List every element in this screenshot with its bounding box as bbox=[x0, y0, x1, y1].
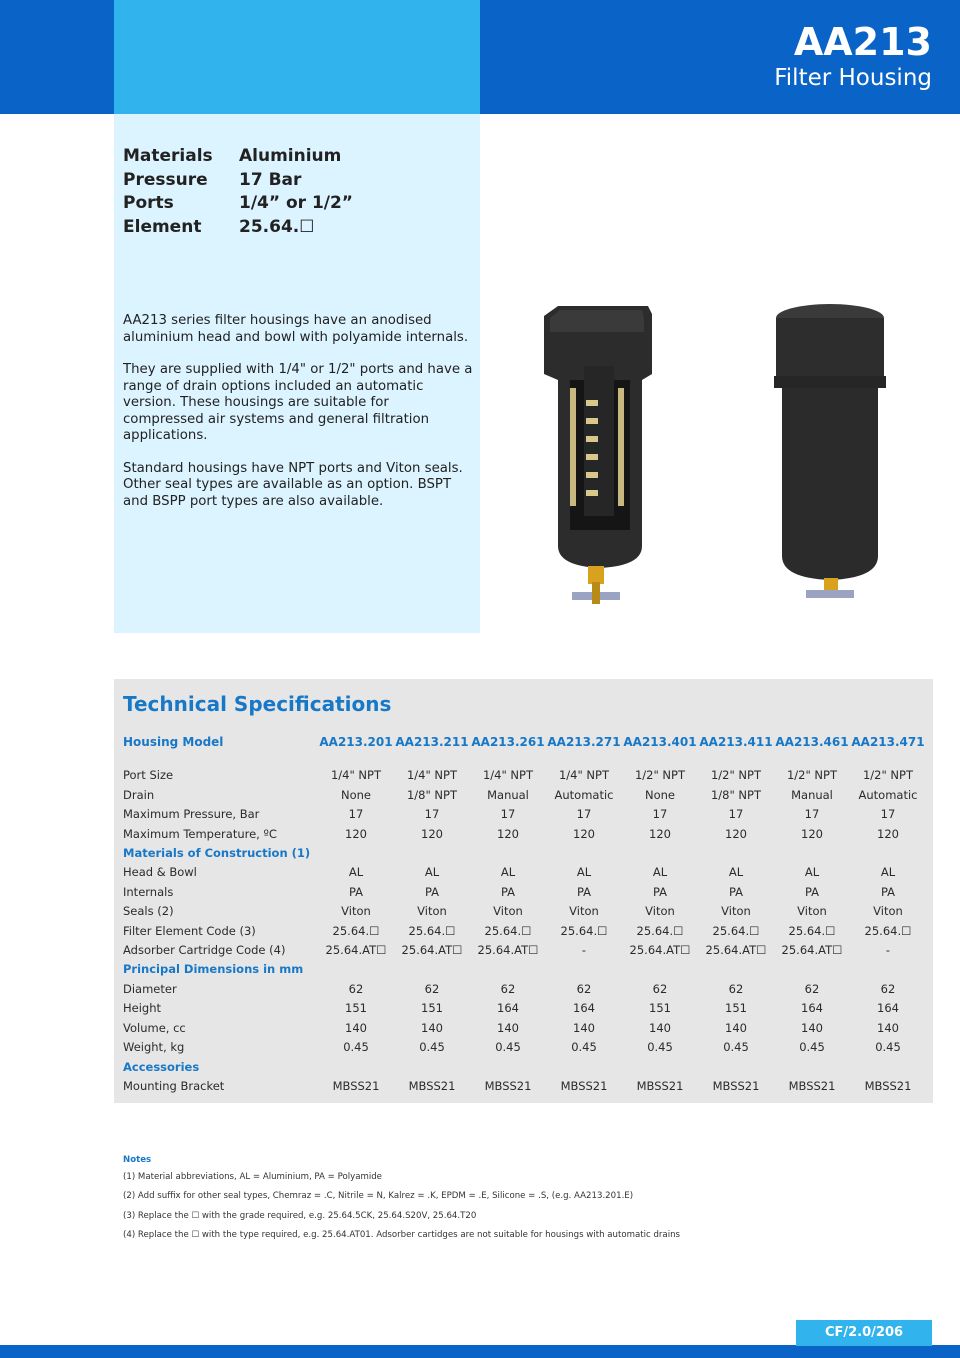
model-header: AA213.401 bbox=[623, 735, 697, 749]
table-cell: MBSS21 bbox=[332, 1078, 380, 1093]
table-cell: 25.64.AT☐ bbox=[705, 943, 767, 958]
document-code: CF/2.0/206 bbox=[796, 1320, 932, 1346]
header-accent-block bbox=[114, 0, 480, 114]
spacer-row bbox=[119, 752, 926, 766]
table-cell: 62 bbox=[880, 981, 896, 996]
table-cell: AL bbox=[424, 865, 440, 880]
table-cell: Viton bbox=[493, 904, 523, 919]
table-cell: Manual bbox=[487, 787, 529, 802]
summary-key: Materials bbox=[123, 146, 213, 166]
table-row bbox=[119, 825, 926, 844]
table-cell: PA bbox=[880, 884, 896, 899]
model-header: AA213.261 bbox=[471, 735, 545, 749]
model-header: AA213.461 bbox=[775, 735, 849, 749]
model-header: AA213.211 bbox=[395, 735, 469, 749]
table-cell: - bbox=[581, 943, 587, 958]
table-cell: 0.45 bbox=[647, 1040, 673, 1055]
table-cell: - bbox=[885, 943, 891, 958]
row-label: Diameter bbox=[123, 981, 177, 996]
table-row bbox=[119, 980, 926, 999]
table-cell: 25.64.☐ bbox=[484, 923, 532, 938]
row-label: Head & Bowl bbox=[123, 865, 197, 880]
table-cell: 1/4" NPT bbox=[406, 768, 457, 783]
table-cell: 25.64.☐ bbox=[712, 923, 760, 938]
note-line: (2) Add suffix for other seal types, Chemraz = .C, Nitrile = N, Kalrez = .K, EPDM = .E, Silicone = .S, (e.g. AA213.201.E) bbox=[123, 1191, 634, 1202]
row-label: Volume, cc bbox=[123, 1020, 186, 1035]
table-cell: 0.45 bbox=[419, 1040, 445, 1055]
table-row bbox=[119, 1019, 926, 1038]
row-label: Adsorber Cartridge Code (4) bbox=[123, 943, 286, 958]
table-cell: 17 bbox=[500, 807, 516, 822]
spec-header-label: Housing Model bbox=[123, 735, 224, 749]
product-subtitle: Filter Housing bbox=[774, 65, 932, 91]
table-cell: 25.64.☐ bbox=[560, 923, 608, 938]
table-cell: 25.64.AT☐ bbox=[401, 943, 463, 958]
table-cell: MBSS21 bbox=[864, 1078, 912, 1093]
description-paragraph: AA213 series filter housings have an anodised aluminium head and bowl with polyamide internals. bbox=[123, 313, 469, 345]
spacer-cell bbox=[119, 752, 926, 766]
model-header: AA213.471 bbox=[851, 735, 925, 749]
cutaway-housing-illustration bbox=[544, 306, 652, 604]
table-row bbox=[119, 805, 926, 824]
table-cell: 151 bbox=[725, 1001, 747, 1016]
table-cell: PA bbox=[348, 884, 364, 899]
table-cell: Viton bbox=[797, 904, 827, 919]
summary-row bbox=[123, 192, 353, 216]
table-cell: 120 bbox=[877, 826, 899, 841]
table-cell: Viton bbox=[417, 904, 447, 919]
section-heading: Principal Dimensions in mm bbox=[123, 962, 304, 977]
table-cell: 1/4" NPT bbox=[330, 768, 381, 783]
table-cell: AL bbox=[576, 865, 592, 880]
table-cell: 151 bbox=[649, 1001, 671, 1016]
table-cell: AL bbox=[652, 865, 668, 880]
table-cell: 120 bbox=[649, 826, 671, 841]
summary-list bbox=[123, 145, 353, 239]
table-cell: MBSS21 bbox=[636, 1078, 684, 1093]
table-cell: 140 bbox=[725, 1020, 747, 1035]
section-row bbox=[119, 960, 926, 979]
summary-row bbox=[123, 216, 353, 240]
table-cell: 140 bbox=[421, 1020, 443, 1035]
table-cell: PA bbox=[576, 884, 592, 899]
table-cell: 164 bbox=[877, 1001, 899, 1016]
notes-title: Notes bbox=[123, 1155, 152, 1165]
table-cell: AL bbox=[500, 865, 516, 880]
table-cell: Viton bbox=[569, 904, 599, 919]
table-cell: Viton bbox=[645, 904, 675, 919]
table-cell: 151 bbox=[421, 1001, 443, 1016]
table-cell: 120 bbox=[725, 826, 747, 841]
table-cell: 25.64.☐ bbox=[864, 923, 912, 938]
spec-table bbox=[119, 733, 926, 1096]
table-cell: 1/2" NPT bbox=[710, 768, 761, 783]
table-cell: Viton bbox=[721, 904, 751, 919]
summary-row bbox=[123, 145, 353, 169]
table-cell: 17 bbox=[652, 807, 668, 822]
table-cell: 17 bbox=[880, 807, 896, 822]
table-cell: PA bbox=[424, 884, 440, 899]
table-cell: 25.64.☐ bbox=[332, 923, 380, 938]
row-label: Height bbox=[123, 1001, 162, 1016]
summary-value: 17 Bar bbox=[239, 169, 302, 190]
section-heading: Accessories bbox=[123, 1059, 200, 1074]
table-cell: MBSS21 bbox=[712, 1078, 760, 1093]
summary-value: Aluminium bbox=[239, 146, 342, 166]
summary-key: Pressure bbox=[123, 169, 208, 190]
row-label: Maximum Temperature, ºC bbox=[123, 826, 277, 841]
page-title bbox=[774, 20, 932, 92]
row-label: Seals (2) bbox=[123, 904, 174, 919]
row-label: Drain bbox=[123, 787, 155, 802]
table-cell: 62 bbox=[500, 981, 516, 996]
table-cell: 140 bbox=[345, 1020, 367, 1035]
note-line: (3) Replace the ☐ with the grade required, e.g. 25.64.5CK, 25.64.S20V, 25.64.T20 bbox=[123, 1210, 477, 1221]
table-cell: 17 bbox=[728, 807, 744, 822]
summary-key: Ports bbox=[123, 193, 174, 213]
table-cell: 17 bbox=[348, 807, 364, 822]
row-label: Filter Element Code (3) bbox=[123, 923, 256, 938]
table-cell: 120 bbox=[497, 826, 519, 841]
table-cell: 17 bbox=[424, 807, 440, 822]
table-row bbox=[119, 999, 926, 1018]
section-row bbox=[119, 1058, 926, 1077]
table-cell: 62 bbox=[424, 981, 440, 996]
table-cell: 0.45 bbox=[571, 1040, 597, 1055]
summary-value: 25.64.☐ bbox=[239, 216, 315, 237]
description-paragraph: They are supplied with 1/4" or 1/2" ports and have a range of drain options included an automatic version. These housings are suitable for compressed air systems and general filtration applications. bbox=[123, 362, 473, 443]
table-cell: 164 bbox=[801, 1001, 823, 1016]
table-cell: AL bbox=[348, 865, 364, 880]
table-cell: 25.64.AT☐ bbox=[325, 943, 387, 958]
model-header: AA213.201 bbox=[319, 735, 393, 749]
table-cell: AL bbox=[728, 865, 744, 880]
table-cell: 62 bbox=[348, 981, 364, 996]
table-cell: PA bbox=[500, 884, 516, 899]
table-cell: AL bbox=[880, 865, 896, 880]
table-cell: 151 bbox=[345, 1001, 367, 1016]
description-paragraph: Standard housings have NPT ports and Viton seals. Other seal types are available as an option. BSPT and BSPP port types are also available. bbox=[123, 460, 463, 509]
table-cell: 1/8" NPT bbox=[710, 787, 761, 802]
filter-housing-image bbox=[530, 296, 900, 616]
table-cell: 0.45 bbox=[343, 1040, 369, 1055]
table-row bbox=[119, 922, 926, 941]
table-cell: 25.64.☐ bbox=[408, 923, 456, 938]
table-cell: 0.45 bbox=[495, 1040, 521, 1055]
table-row bbox=[119, 786, 926, 805]
row-label: Internals bbox=[123, 884, 174, 899]
table-row bbox=[119, 883, 926, 902]
table-cell: 25.64.☐ bbox=[788, 923, 836, 938]
table-cell: 25.64.AT☐ bbox=[781, 943, 843, 958]
note-line: (1) Material abbreviations, AL = Aluminium, PA = Polyamide bbox=[123, 1172, 382, 1182]
table-cell: 1/2" NPT bbox=[634, 768, 685, 783]
table-cell: 140 bbox=[497, 1020, 519, 1035]
complete-housing-illustration bbox=[774, 304, 886, 598]
spec-title: Technical Specifications bbox=[123, 692, 392, 716]
summary-value: 1/4” or 1/2” bbox=[239, 193, 353, 213]
table-cell: 1/2" NPT bbox=[786, 768, 837, 783]
table-row bbox=[119, 863, 926, 882]
table-cell: 140 bbox=[573, 1020, 595, 1035]
table-cell: 25.64.☐ bbox=[636, 923, 684, 938]
table-cell: 140 bbox=[649, 1020, 671, 1035]
table-cell: MBSS21 bbox=[484, 1078, 532, 1093]
row-label: Maximum Pressure, Bar bbox=[123, 807, 260, 822]
table-cell: 120 bbox=[345, 826, 367, 841]
section-heading: Materials of Construction (1) bbox=[123, 846, 311, 861]
summary-key: Element bbox=[123, 216, 202, 237]
table-cell: 62 bbox=[804, 981, 820, 996]
table-cell: Viton bbox=[873, 904, 903, 919]
product-model: AA213 bbox=[793, 20, 932, 64]
table-cell: MBSS21 bbox=[408, 1078, 456, 1093]
table-cell: None bbox=[644, 787, 675, 802]
table-cell: 120 bbox=[573, 826, 595, 841]
table-row bbox=[119, 1038, 926, 1057]
table-cell: Automatic bbox=[554, 787, 614, 802]
table-cell: PA bbox=[804, 884, 820, 899]
table-cell: 120 bbox=[421, 826, 443, 841]
table-cell: 0.45 bbox=[799, 1040, 825, 1055]
product-description bbox=[123, 313, 473, 526]
notes-section bbox=[123, 1155, 680, 1249]
table-cell: 25.64.AT☐ bbox=[477, 943, 539, 958]
table-cell: 1/4" NPT bbox=[482, 768, 533, 783]
table-cell: 164 bbox=[497, 1001, 519, 1016]
table-cell: MBSS21 bbox=[560, 1078, 608, 1093]
table-cell: 62 bbox=[576, 981, 592, 996]
table-cell: MBSS21 bbox=[788, 1078, 836, 1093]
table-row bbox=[119, 766, 926, 785]
table-row bbox=[119, 902, 926, 921]
table-cell: AL bbox=[804, 865, 820, 880]
spec-header-row bbox=[119, 733, 926, 752]
table-cell: PA bbox=[652, 884, 668, 899]
table-cell: 140 bbox=[877, 1020, 899, 1035]
table-cell: 140 bbox=[801, 1020, 823, 1035]
row-label: Weight, kg bbox=[123, 1040, 185, 1055]
section-row bbox=[119, 844, 926, 863]
table-cell: 164 bbox=[573, 1001, 595, 1016]
table-row bbox=[119, 1077, 926, 1096]
table-cell: Viton bbox=[341, 904, 371, 919]
table-cell: 25.64.AT☐ bbox=[629, 943, 691, 958]
table-cell: PA bbox=[728, 884, 744, 899]
table-cell: 62 bbox=[652, 981, 668, 996]
spec-table-body bbox=[119, 752, 926, 1096]
table-cell: 1/2" NPT bbox=[862, 768, 913, 783]
table-row bbox=[119, 941, 926, 960]
note-line: (4) Replace the ☐ with the type required, e.g. 25.64.AT01. Adsorber cartidges are not suitable for housings with automatic drains bbox=[123, 1229, 681, 1240]
table-cell: 0.45 bbox=[723, 1040, 749, 1055]
row-label: Mounting Bracket bbox=[123, 1078, 225, 1093]
model-header: AA213.411 bbox=[699, 735, 773, 749]
row-label: Port Size bbox=[123, 768, 174, 783]
table-cell: None bbox=[340, 787, 371, 802]
table-cell: Manual bbox=[791, 787, 833, 802]
summary-row bbox=[123, 169, 353, 193]
table-cell: Automatic bbox=[858, 787, 918, 802]
footer-bar bbox=[0, 1345, 960, 1358]
table-cell: 62 bbox=[728, 981, 744, 996]
table-cell: 0.45 bbox=[875, 1040, 901, 1055]
table-cell: 1/8" NPT bbox=[406, 787, 457, 802]
table-cell: 17 bbox=[576, 807, 592, 822]
table-cell: 17 bbox=[804, 807, 820, 822]
table-cell: 1/4" NPT bbox=[558, 768, 609, 783]
table-cell: 120 bbox=[801, 826, 823, 841]
model-header: AA213.271 bbox=[547, 735, 621, 749]
